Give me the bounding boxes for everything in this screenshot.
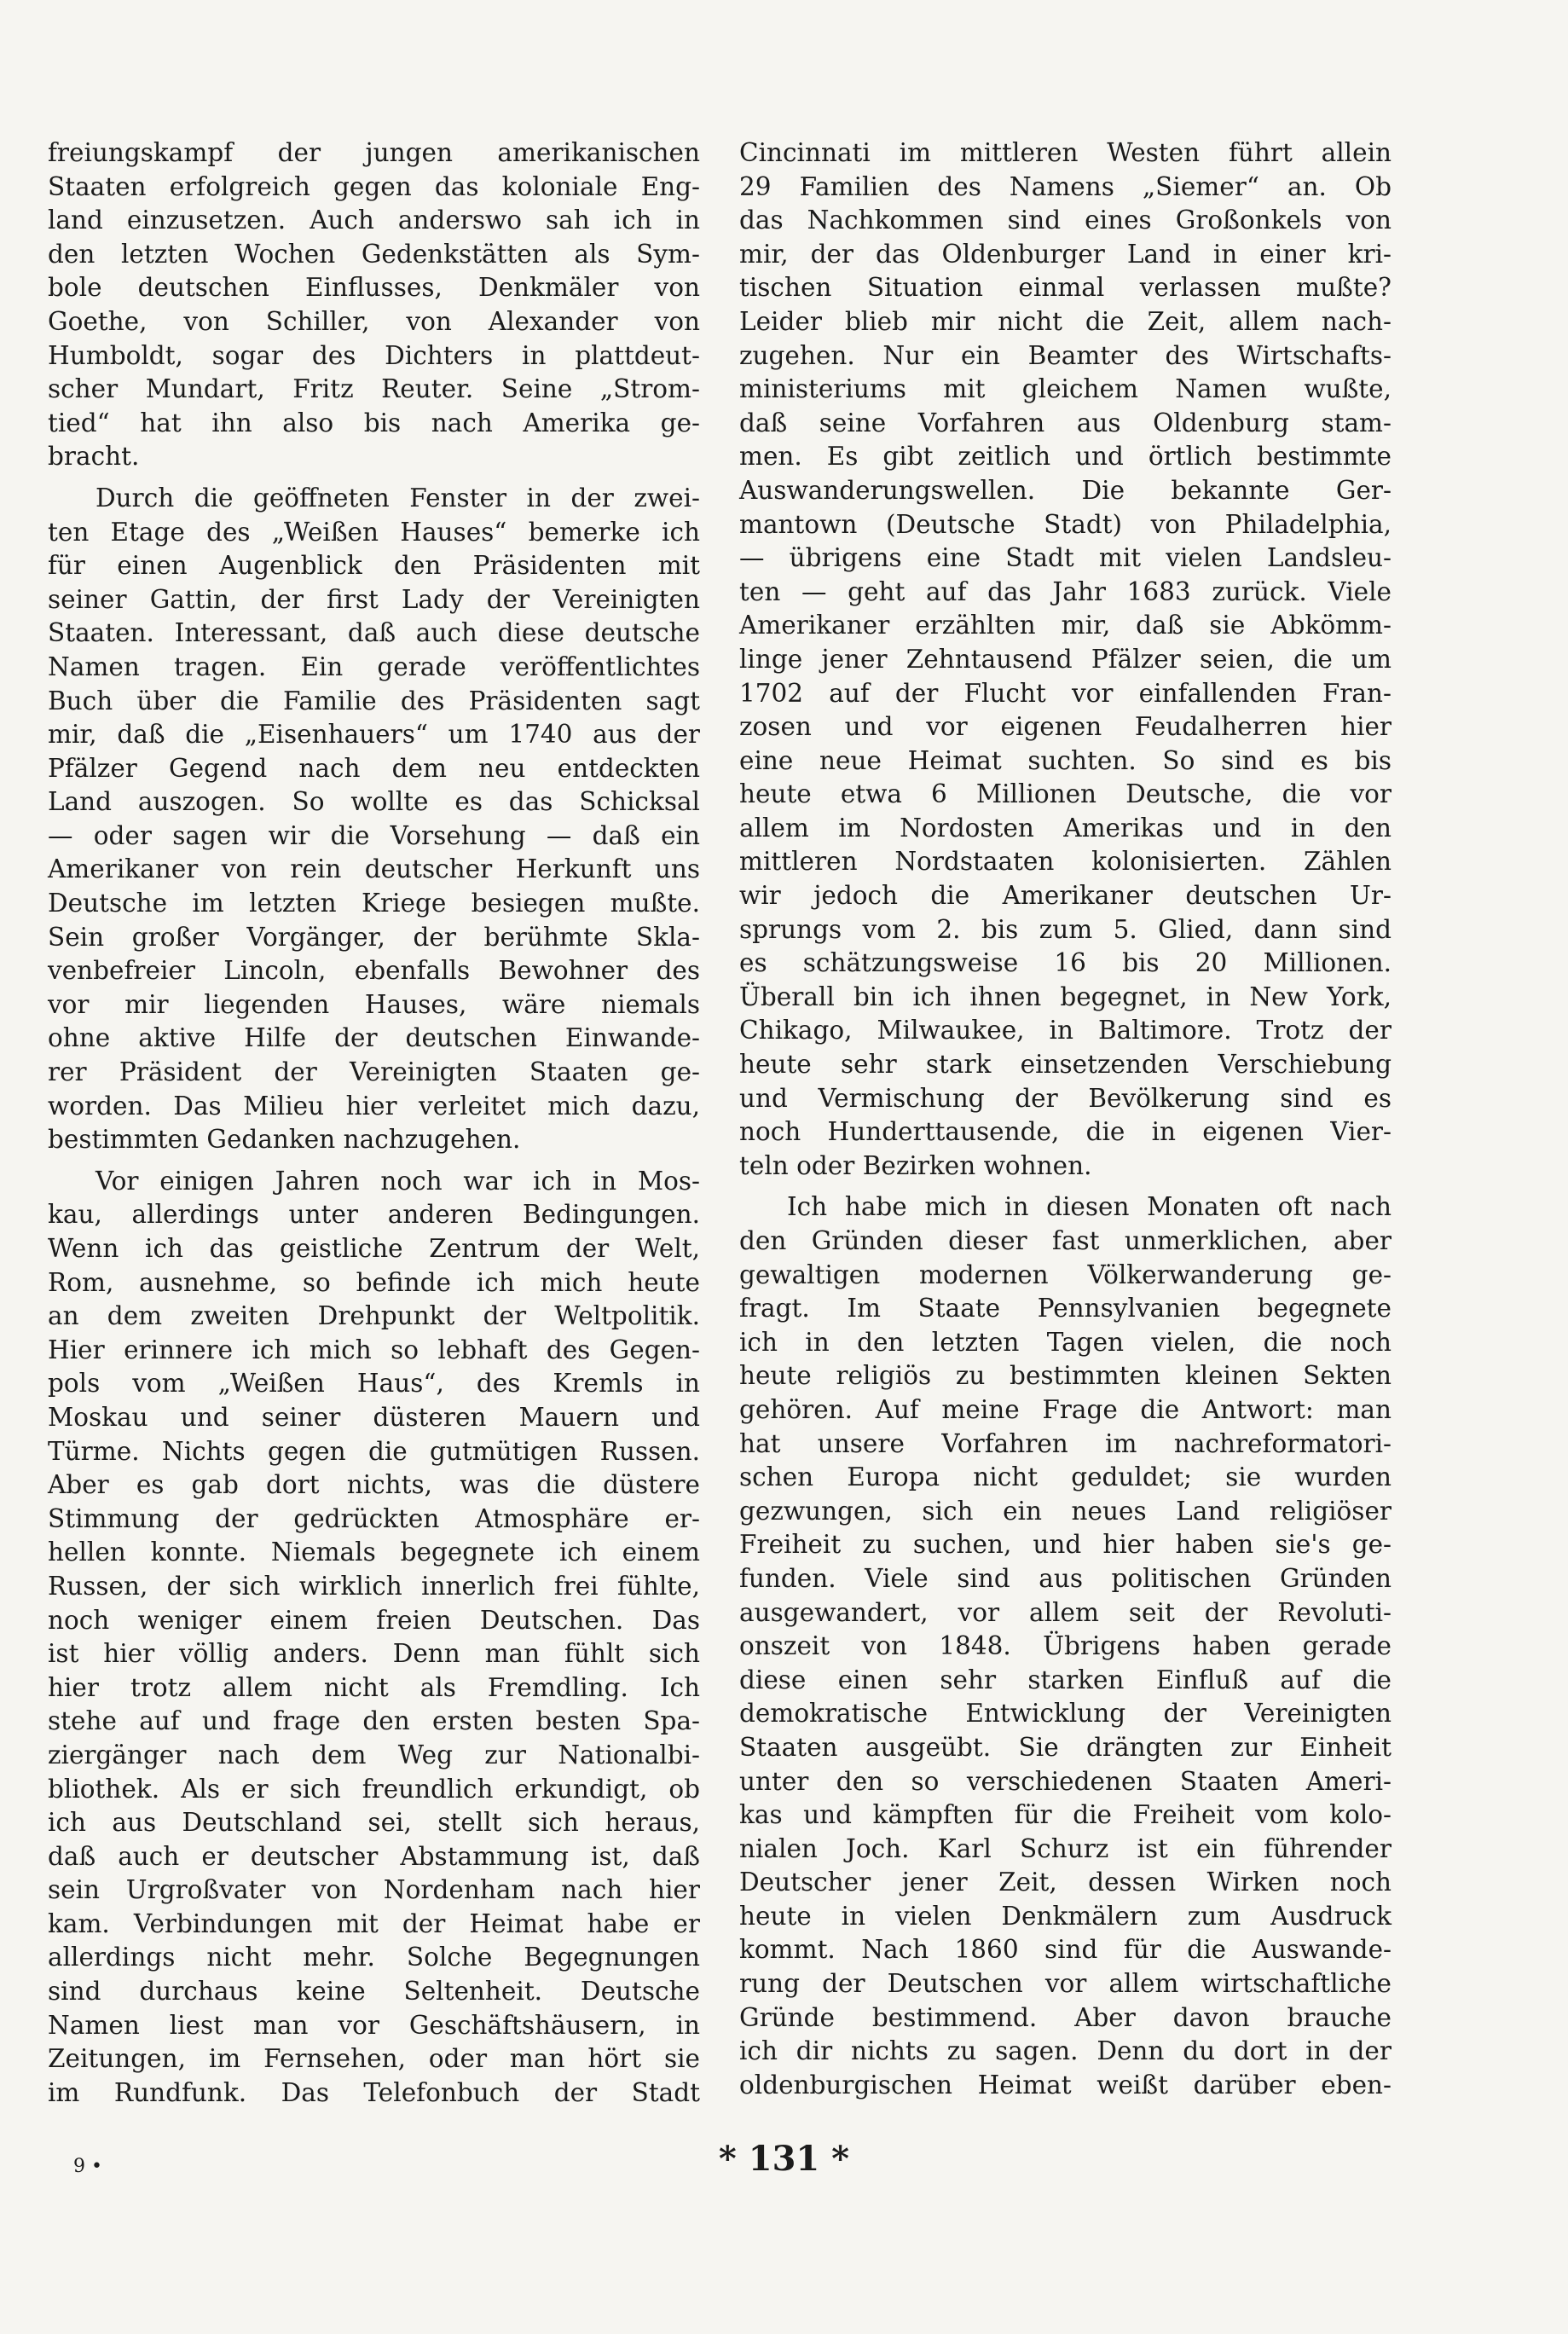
text-line: mir, daß die „Eisenhauers“ um 1740 aus der [48, 720, 700, 750]
text-line: demokratische Entwicklung der Vereinigten [739, 1699, 1392, 1729]
text-line: nialen Joch. Karl Schurz ist ein führender [739, 1833, 1392, 1863]
text-line: allem im Nordosten Amerikas und in den [739, 813, 1392, 843]
text-line: schen Europa nicht geduldet; sie wurden [739, 1462, 1392, 1492]
text-line: allerdings nicht mehr. Solche Begegnungen [48, 1943, 700, 1972]
right-column [739, 136, 1392, 2102]
text-line: — oder sagen wir die Vorsehung — daß ein [48, 820, 700, 850]
text-line: kas und kämpften für die Freiheit vom kolo- [739, 1800, 1392, 1830]
text-line: ich dir nichts zu sagen. Denn du dort in der [739, 2036, 1392, 2066]
text-line: rer Präsident der Vereinigten Staaten ge- [48, 1057, 700, 1087]
text-line: den Gründen dieser fast unmerklichen, aber [739, 1226, 1392, 1255]
text-line: scher Mundart, Fritz Reuter. Seine „Strom- [48, 374, 700, 404]
text-line: daß auch er deutscher Abstammung ist, daß [48, 1841, 700, 1871]
text-line: sprungs vom 2. bis zum 5. Glied, dann sind [739, 914, 1392, 944]
text-line: hier trotz allem nicht als Fremdling. Ich [48, 1672, 700, 1702]
text-line: zosen und vor eigenen Feudalherren hier [739, 712, 1392, 742]
text-line: unter den so verschiedenen Staaten Ameri- [739, 1766, 1392, 1796]
left-column [48, 136, 700, 2110]
text-line: hellen konnte. Niemals begegnete ich einem [48, 1538, 700, 1567]
text-line: ten Etage des „Weißen Hauses“ bemerke ich [48, 517, 700, 547]
text-line: Rom, ausnehme, so befinde ich mich heute [48, 1267, 700, 1297]
printer-signature-mark: 9 • [73, 2156, 102, 2177]
text-line: Namen tragen. Ein gerade veröffentlichtes [48, 652, 700, 681]
text-line: Staaten. Interessant, daß auch diese deutsche [48, 618, 700, 648]
text-line: gewaltigen modernen Völkerwanderung ge- [739, 1260, 1392, 1289]
text-line: Namen liest man vor Geschäftshäusern, in [48, 2010, 700, 2040]
text-line: noch Hunderttausende, die in eigenen Vier- [739, 1117, 1392, 1147]
text-line: 1702 auf der Flucht vor einfallenden Fran- [739, 678, 1392, 708]
text-line: zugehen. Nur ein Beamter des Wirtschafts- [739, 340, 1392, 370]
paragraph-gap [48, 1157, 700, 1165]
text-line: im Rundfunk. Das Telefonbuch der Stadt [48, 2077, 700, 2107]
text-line: pols vom „Weißen Haus“, des Kremls in [48, 1369, 700, 1399]
text-line: hat unsere Vorfahren im nachreformatori- [739, 1428, 1392, 1458]
text-line: bracht. [48, 442, 140, 472]
text-line: Moskau und seiner düsteren Mauern und [48, 1402, 700, 1432]
text-line: tischen Situation einmal verlassen mußte? [739, 273, 1392, 303]
text-line: mir, der das Oldenburger Land in einer kri- [739, 239, 1392, 269]
text-line: Russen, der sich wirklich innerlich frei fühlte, [48, 1571, 700, 1601]
text-line: sind durchaus keine Seltenheit. Deutsche [48, 1977, 700, 2007]
text-line: es schätzungsweise 16 bis 20 Millionen. [739, 948, 1392, 978]
text-line: Gründe bestimmend. Aber davon brauche [739, 2002, 1392, 2032]
text-line: ten — geht auf das Jahr 1683 zurück. Viele [739, 576, 1392, 606]
text-line: Wenn ich das geistliche Zentrum der Welt, [48, 1234, 700, 1263]
text-line: ausgewandert, vor allem seit der Revoluti- [739, 1597, 1392, 1627]
text-line: funden. Viele sind aus politischen Gründen [739, 1563, 1392, 1593]
text-line: Amerikaner erzählten mir, daß sie Abkömm- [739, 611, 1392, 640]
text-line: freiungskampf der jungen amerikanischen [48, 138, 700, 167]
text-line: Auswanderungswellen. Die bekannte Ger- [739, 475, 1392, 505]
text-line: seiner Gattin, der first Lady der Vereinigten [48, 584, 700, 614]
text-line: gehören. Auf meine Frage die Antwort: man [739, 1394, 1392, 1424]
text-line: bliothek. Als er sich freundlich erkundigt, ob [48, 1774, 700, 1804]
text-line: ist hier völlig anders. Denn man fühlt sich [48, 1639, 700, 1669]
text-line: Vor einigen Jahren noch war ich in Mos- [95, 1166, 700, 1196]
text-line: Freiheit zu suchen, und hier haben sie's ge- [739, 1530, 1392, 1560]
text-line: Goethe, von Schiller, von Alexander von [48, 306, 700, 336]
text-line: Sein großer Vorgänger, der berühmte Skla- [48, 922, 700, 952]
text-line: vor mir liegenden Hauses, wäre niemals [48, 989, 700, 1019]
text-line: ziergänger nach dem Weg zur Nationalbi- [48, 1740, 700, 1769]
text-line: wir jedoch die Amerikaner deutschen Ur- [739, 881, 1392, 911]
text-line: Humboldt, sogar des Dichters in plattdeut- [48, 340, 700, 370]
text-line: und Vermischung der Bevölkerung sind es [739, 1083, 1392, 1113]
page-number: * 131 * [718, 2139, 850, 2179]
text-line: 29 Familien des Namens „Siemer“ an. Ob [739, 171, 1392, 201]
text-line: bestimmten Gedanken nachzugehen. [48, 1125, 521, 1155]
text-line: Aber es gab dort nichts, was die düstere [48, 1470, 700, 1500]
text-line: diese einen sehr starken Einfluß auf die [739, 1665, 1392, 1694]
text-line: Deutscher jener Zeit, dessen Wirken noch [739, 1868, 1392, 1897]
text-line: teln oder Bezirken wohnen. [739, 1150, 1092, 1180]
text-line: Pfälzer Gegend nach dem neu entdeckten [48, 753, 700, 783]
text-line: sein Urgroßvater von Nordenham nach hier [48, 1875, 700, 1905]
text-line: Chikago, Milwaukee, in Baltimore. Trotz der [739, 1016, 1392, 1045]
text-line: ohne aktive Hilfe der deutschen Einwande- [48, 1023, 700, 1053]
text-line: stehe auf und frage den ersten besten Spa- [48, 1706, 700, 1736]
text-line: eine neue Heimat suchten. So sind es bis [739, 745, 1392, 775]
text-line: den letzten Wochen Gedenkstätten als Sym- [48, 239, 700, 269]
text-line: fragt. Im Staate Pennsylvanien begegnete [739, 1294, 1392, 1323]
text-line: Überall bin ich ihnen begegnet, in New York, [739, 982, 1392, 1011]
text-line: Staaten ausgeübt. Sie drängten zur Einheit [739, 1732, 1392, 1762]
paragraph-gap [48, 474, 700, 482]
text-line: das Nachkommen sind eines Großonkels von [739, 206, 1392, 235]
text-line: kam. Verbindungen mit der Heimat habe er [48, 1908, 700, 1938]
text-line: mittleren Nordstaaten kolonisierten. Zählen [739, 847, 1392, 877]
text-line: venbefreier Lincoln, ebenfalls Bewohner des [48, 956, 700, 986]
text-line: kommt. Nach 1860 sind für die Auswande- [739, 1935, 1392, 1965]
text-line: daß seine Vorfahren aus Oldenburg stam- [739, 408, 1392, 437]
text-line: noch weniger einem freien Deutschen. Das [48, 1605, 700, 1635]
text-line: men. Es gibt zeitlich und örtlich bestimmte [739, 442, 1392, 472]
text-line: tied“ hat ihn also bis nach Amerika ge- [48, 408, 700, 437]
text-line: land einzusetzen. Auch anderswo sah ich in [48, 206, 700, 235]
text-line: Türme. Nichts gegen die gutmütigen Russen. [48, 1436, 700, 1466]
text-line: heute sehr stark einsetzenden Verschiebung [739, 1050, 1392, 1080]
text-line: an dem zweiten Drehpunkt der Weltpolitik. [48, 1301, 700, 1331]
text-line: gezwungen, sich ein neues Land religiöser [739, 1496, 1392, 1526]
text-line: mantown (Deutsche Stadt) von Philadelphia, [739, 509, 1392, 539]
text-line: Deutsche im letzten Kriege besiegen mußte. [48, 889, 700, 918]
text-line: onszeit von 1848. Übrigens haben gerade [739, 1631, 1392, 1661]
text-line: rung der Deutschen vor allem wirtschaftliche [739, 1969, 1392, 1999]
text-line: Land auszogen. So wollte es das Schicksal [48, 787, 700, 817]
text-line: Staaten erfolgreich gegen das koloniale Eng- [48, 171, 700, 201]
text-line: Stimmung der gedrückten Atmosphäre er- [48, 1503, 700, 1533]
text-line: ich aus Deutschland sei, stellt sich heraus, [48, 1808, 700, 1838]
text-line: Hier erinnere ich mich so lebhaft des Gegen- [48, 1335, 700, 1364]
text-line: heute etwa 6 Millionen Deutsche, die vor [739, 779, 1392, 809]
paragraph-gap [739, 1183, 1392, 1190]
text-line: Durch die geöffneten Fenster in der zwei- [95, 483, 700, 513]
text-line: Cincinnati im mittleren Westen führt allein [739, 138, 1392, 167]
text-line: kau, allerdings unter anderen Bedingungen. [48, 1200, 700, 1230]
text-line: heute religiös zu bestimmten kleinen Sekten [739, 1361, 1392, 1391]
text-line: Ich habe mich in diesen Monaten oft nach [787, 1192, 1392, 1222]
text-line: ministeriums mit gleichem Namen wußte, [739, 374, 1392, 404]
text-line: bole deutschen Einflusses, Denkmäler von [48, 273, 700, 303]
text-line: für einen Augenblick den Präsidenten mit [48, 551, 700, 581]
text-line: Leider blieb mir nicht die Zeit, allem nach- [739, 306, 1392, 336]
text-line: worden. Das Milieu hier verleitet mich dazu, [48, 1091, 700, 1121]
text-line: ich in den letzten Tagen vielen, die noch [739, 1327, 1392, 1357]
text-line: Amerikaner von rein deutscher Herkunft uns [48, 854, 700, 884]
text-line: oldenburgischen Heimat weißt darüber eben- [739, 2070, 1392, 2099]
text-line: — übrigens eine Stadt mit vielen Landsleu- [739, 543, 1392, 573]
text-line: Zeitungen, im Fernsehen, oder man hört sie [48, 2044, 700, 2074]
text-line: linge jener Zehntausend Pfälzer seien, die um [739, 644, 1392, 674]
text-line: heute in vielen Denkmälern zum Ausdruck [739, 1901, 1392, 1931]
text-line: Buch über die Familie des Präsidenten sagt [48, 686, 700, 715]
